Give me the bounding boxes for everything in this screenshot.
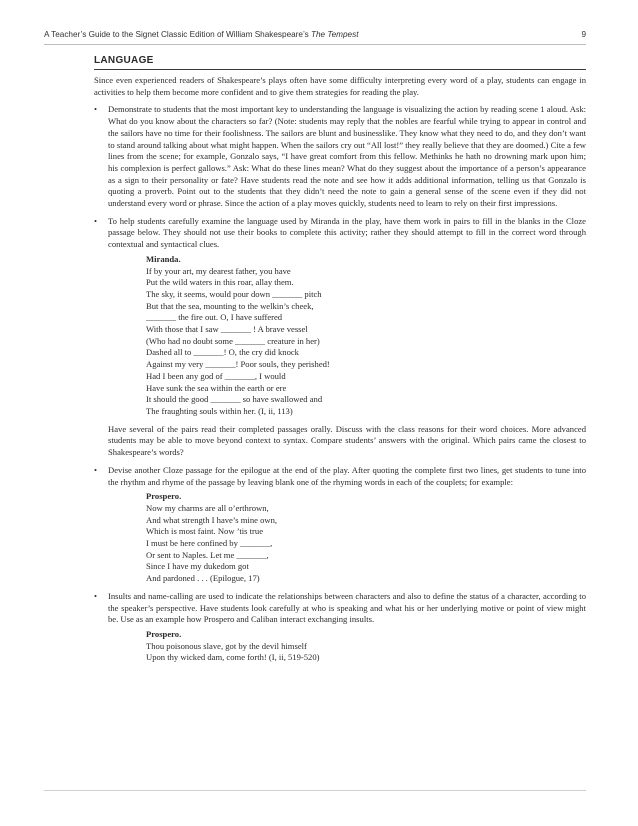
verse-line: And what strength I have’s mine own, xyxy=(146,514,278,525)
bullet-item xyxy=(94,591,586,664)
followup-paragraph: Have several of the pairs read their completed passages orally. Discuss with the class reasons for their word choices. More advanced students may be able to move beyond context to syntax. Compare students’ answers with the original. Which pairs came the closest to Shakespeare’s words? xyxy=(108,423,586,458)
verse-line: The fraughting souls within her. (I, ii, 113) xyxy=(146,405,293,416)
verse-line: And pardoned . . . (Epilogue, 17) xyxy=(146,573,260,584)
verse-line: (Who had no doubt some _______ creature in her) xyxy=(146,335,320,346)
running-header xyxy=(44,30,586,39)
verse-speaker: Miranda. xyxy=(146,253,181,264)
verse-line: Upon thy wicked dam, come forth! (I, ii, 519-520) xyxy=(146,652,320,663)
header-title-prefix: A Teacher’s Guide to the Signet Classic Edition of William Shakespeare’s xyxy=(44,30,311,39)
bullet-text: Insults and name-calling are used to indicate the relationships between characters and also to define the status of a character, according to the speaker’s perspective. Have students look carefully at who is speaking and what his or her underlying motive or point of view might be. Use as an example how Prospero and Caliban interact exchanging insults. xyxy=(108,590,586,625)
bullet-item xyxy=(94,216,586,459)
footer-divider xyxy=(44,790,586,791)
verse-line: The sky, it seems, would pour down _______ pitch xyxy=(146,288,322,299)
header-divider xyxy=(44,44,586,45)
verse-line: _______ the fire out. O, I have suffered xyxy=(146,312,283,323)
bullet-symbol: • xyxy=(94,590,98,601)
verse-block-miranda xyxy=(146,254,586,418)
verse-block-prospero-epilogue xyxy=(146,491,586,585)
verse-line: With those that I saw _______ ! A brave vessel xyxy=(146,324,308,335)
verse-line: Or sent to Naples. Let me _______, xyxy=(146,549,269,560)
verse-line: Had I been any god of _______, I would xyxy=(146,370,286,381)
section-divider xyxy=(94,69,586,70)
verse-line: Since I have my dukedom got xyxy=(146,561,249,572)
verse-block-prospero-insult xyxy=(146,629,586,664)
header-title xyxy=(44,30,358,39)
verse-speaker: Prospero. xyxy=(146,628,182,639)
verse-line: I must be here confined by _______, xyxy=(146,538,273,549)
bullet-symbol: • xyxy=(94,104,98,115)
header-title-italic: The Tempest xyxy=(311,30,359,39)
verse-line: Against my very _______! Poor souls, they perished! xyxy=(146,359,330,370)
bullet-symbol: • xyxy=(94,215,98,226)
verse-line: Have sunk the sea within the earth or ere xyxy=(146,382,287,393)
verse-line: But that the sea, mounting to the welkin’s cheek, xyxy=(146,300,314,311)
bullet-text: Demonstrate to students that the most important key to understanding the language is visualizing the action by reading scene 1 aloud. Ask: What do you know about the characters so far? (Note: students may reply that the nobles are fearful while trying to appear in control and the sailors have no time for their foolishness. The sailors are blunt and businesslike. They know what they need to do, and they don’t want to stand around talking about what might happen. When the sailors cry out “All lost!” they really believe that they are doomed.) Cite a few lines from the scene; for example, Gonzalo says, “I have great comfort from this fellow. Methinks he hath no drowning mark upon him; his complexion is perfect gallows.” Ask: What do these lines mean? What do they suggest about the importance of a person’s appearance as a sign to their personality or fate? Have students read the note and see how it adds additional information, telling us that Gonzalo is quoting a proverb. Point out to the students that they didn’t need the note to gain a general sense of the scene even if they did not understand every word or phrase. Since the action of a play moves quickly, students need to learn to rely on their first impressions. xyxy=(108,104,586,209)
verse-line: It should the good _______ so have swallowed and xyxy=(146,394,323,405)
verse-line: Now my charms are all o’erthrown, xyxy=(146,502,269,513)
bullet-item xyxy=(94,465,586,585)
bullet-text: To help students carefully examine the language used by Miranda in the play, have them work in pairs to fill in the blanks in the Cloze passage below. They should not use their books to complete this activity; rather they should attempt to fill in the correct word through contextual and syntactical clues. xyxy=(108,215,586,250)
verse-line: Which is most faint. Now ’tis true xyxy=(146,526,264,537)
verse-line: Dashed all to _______! O, the cry did knock xyxy=(146,347,299,358)
bullet-item xyxy=(94,104,586,209)
verse-line: Put the wild waters in this roar, allay them. xyxy=(146,277,294,288)
bullet-symbol: • xyxy=(94,464,98,475)
page-number: 9 xyxy=(581,30,586,39)
verse-line: Thou poisonous slave, got by the devil himself xyxy=(146,640,307,651)
bullet-text: Devise another Cloze passage for the epilogue at the end of the play. After quoting the complete first two lines, get students to tune into the rhythm and rhyme of the passage by leaving blank one of the rhyming words in each of the couplets; for example: xyxy=(108,464,586,487)
intro-paragraph: Since even experienced readers of Shakespeare’s plays often have some difficulty interpreting every word of a play, students can engage in activities to help them become more confident and to give them strategies for reading the play. xyxy=(94,75,586,97)
section-heading: LANGUAGE xyxy=(94,55,154,66)
section-body xyxy=(94,75,586,670)
verse-line: If by your art, my dearest father, you have xyxy=(146,265,291,276)
verse-speaker: Prospero. xyxy=(146,491,182,502)
